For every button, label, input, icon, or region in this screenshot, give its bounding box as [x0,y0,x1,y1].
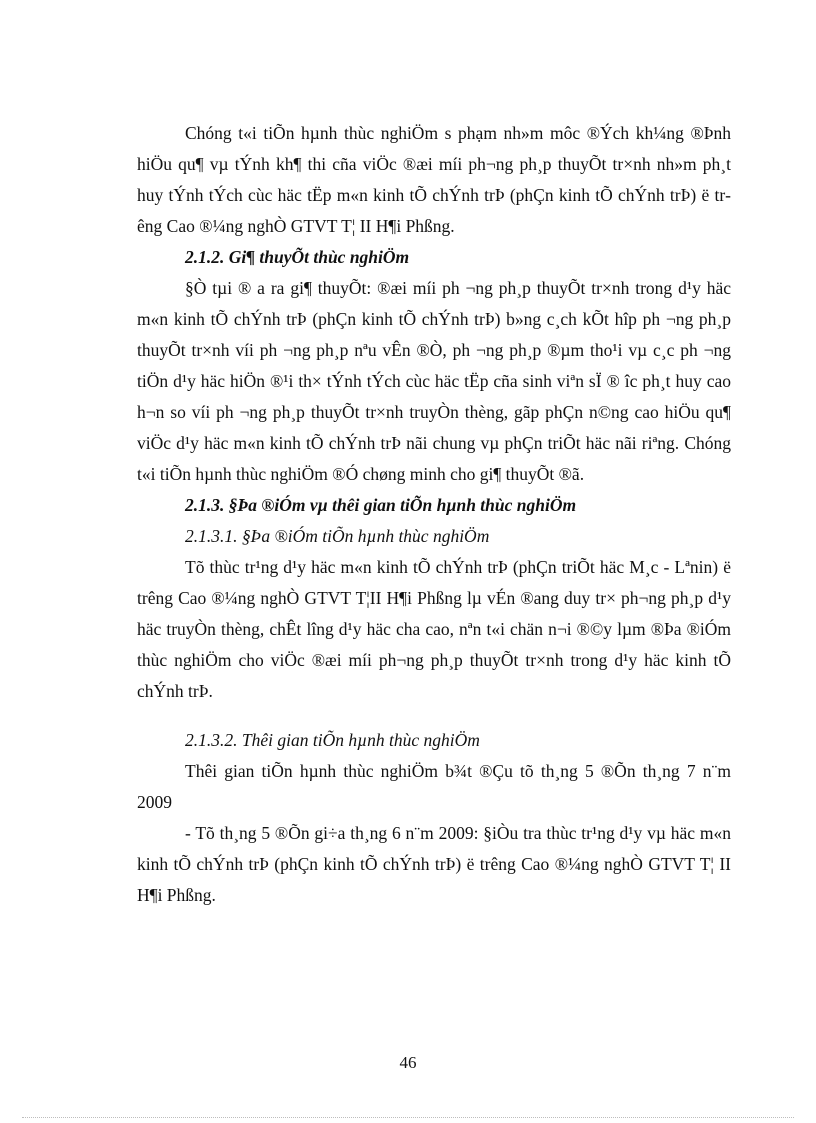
document-body [137,118,731,911]
heading-2-1-3-1: 2.1.3.1. §Þa ®iÓm tiÕn hµnh thùc nghiÖm [185,526,490,546]
paragraph-location: Tõ thùc tr¹ng d¹y häc m«n kinh tÕ chÝnh trÞ (phÇn triÕt häc M¸c - Lªnin) ë trêng Cao ®¼ng nghÒ GTVT T¦II H¶i Phßng lµ vÉn ®ang duy tr× ph¬ng ph¸p d¹y häc truyÒn thèng, chÊt lîng d¹y häc cha cao, nªn t«i chän n¬i ®©y lµm ®Þa ®iÓm thùc nghiÖm cho viÖc ®æi míi ph¬ng ph¸p thuyÕt tr×nh trong d¹y häc kinh tÕ chÝnh trÞ. [137,557,731,701]
paragraph-time: Thêi gian tiÕn hµnh thùc nghiÖm b¾t ®Çu tõ th¸ng 5 ®Õn th¸ng 7 n¨m 2009 [137,761,731,812]
paragraph-phase-one: - Tõ th¸ng 5 ®Õn gi÷a th¸ng 6 n¨m 2009: §iÒu tra thùc tr¹ng d¹y vµ häc m«n kinh tÕ chÝnh trÞ (phÇn kinh tÕ chÝnh trÞ) ë trêng Cao ®¼ng nghÒ GTVT T¦ II H¶i Phßng. [137,823,731,905]
heading-2-1-3: 2.1.3. §Þa ®iÓm vµ thêi gian tiÕn hµnh thùc nghiÖm [185,495,577,515]
page-number: 46 [399,1053,417,1072]
page-bottom-divider [22,1117,794,1118]
heading-2-1-3-2: 2.1.3.2. Thêi gian tiÕn hµnh thùc nghiÖm [185,730,480,750]
heading-2-1-2: 2.1.2. Gi¶ thuyÕt thùc nghiÖm [185,247,410,267]
paragraph-experiment-purpose: Chóng t«i tiÕn hµnh thùc nghiÖm s phạm nh»m môc ®Ých kh¼ng ®Þnh hiÖu qu¶ vµ tÝnh kh¶ thi cña viÖc ®æi míi ph¬ng ph¸p thuyÕt tr×nh nh»m ph¸t huy tÝnh tÝch cùc häc tËp m«n kinh tÕ chÝnh trÞ (phÇn kinh tÕ chÝnh trÞ) ë trêng Cao ®¼ng nghÒ GTVT T¦ II H¶i Phßng. [137,123,731,236]
paragraph-hypothesis: §Ò tµi ® a ra gi¶ thuyÕt: ®æi míi ph ¬ng ph¸p thuyÕt tr×nh trong d¹y häc m«n kinh tÕ chÝnh trÞ (phÇn kinh tÕ chÝnh trÞ) b»ng c¸ch kÕt hîp ph ¬ng ph¸p thuyÕt tr×nh víi ph ¬ng ph¸p nªu vÊn ®Ò, ph ¬ng ph¸p ®µm tho¹i vµ c¸c ph ¬ng tiÖn d¹y häc hiÖn ®¹i th× tÝnh tÝch cùc häc tËp cña sinh viªn sÏ ® îc ph¸t huy cao h¬n so víi ph ¬ng ph¸p thuyÕt tr×nh truyÒn thèng, gãp phÇn n©ng cao hiÖu qu¶ viÖc d¹y häc m«n kinh tÕ chÝnh trÞ nãi chung vµ phÇn triÕt häc nãi riªng. Chóng t«i tiÕn hµnh thùc nghiÖm ®Ó chøng minh cho gi¶ thuyÕt ®ã. [137,278,731,484]
